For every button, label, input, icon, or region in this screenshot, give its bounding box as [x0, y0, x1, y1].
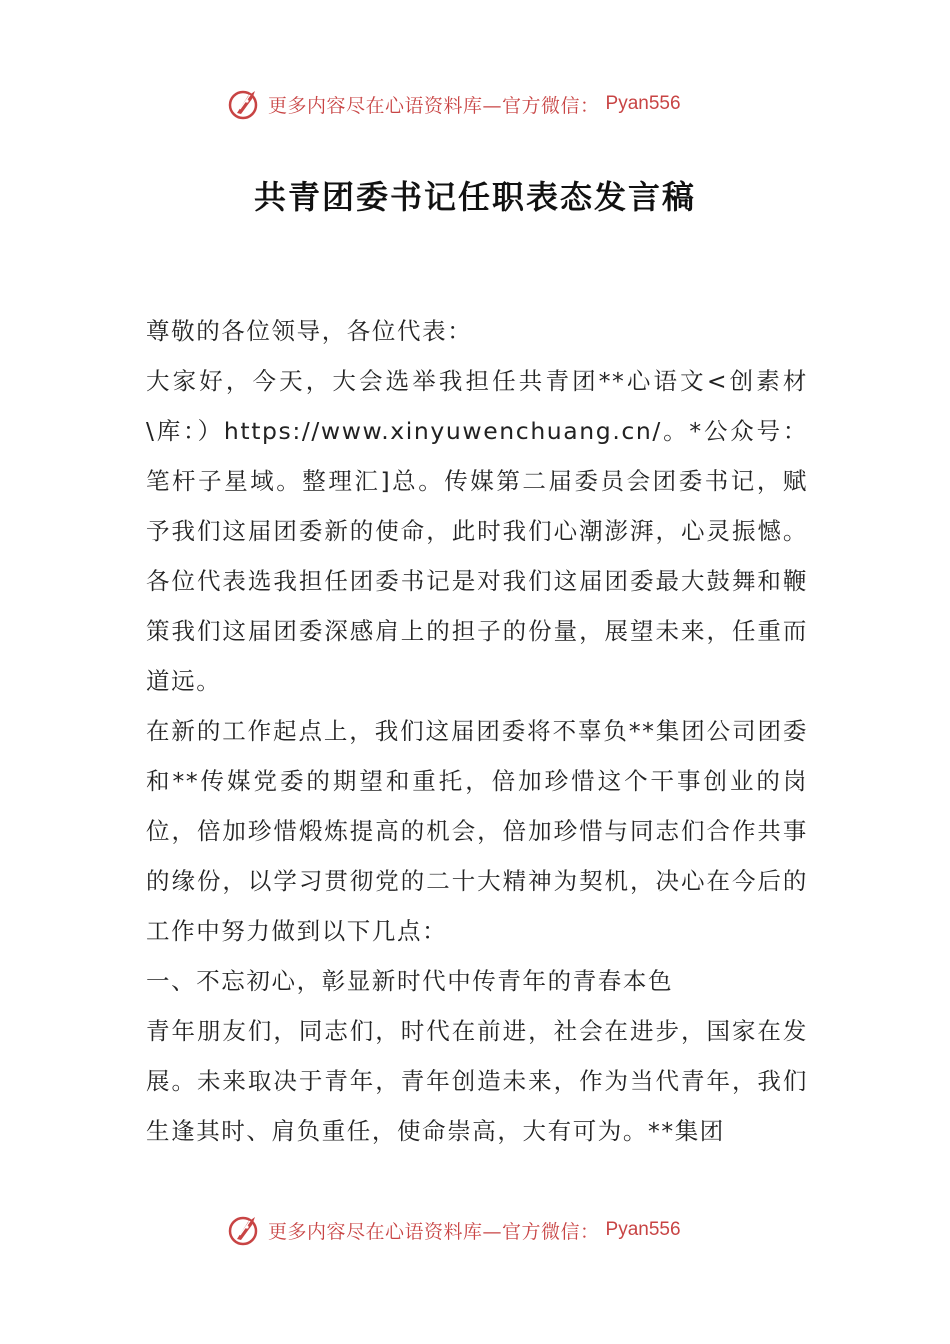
footer-banner: [228, 1210, 681, 1250]
paragraph-salutation: 尊敬的各位领导，各位代表：: [146, 317, 473, 345]
document-title: 共青团委书记任职表态发言稿: [253, 178, 696, 216]
header-banner: [228, 84, 681, 124]
section-heading-1: 一、不忘初心，彰显新时代中传青年的青春本色: [146, 967, 674, 995]
paragraph-youth: 青年朋友们，同志们，时代在前进，社会在进步，国家在发展。未来取决于青年，青年创造未来，作为当代青年，我们生逢其时、肩负重任，使命崇高，大有可为。**集团: [146, 1017, 808, 1145]
pen-nib-logo-icon: [228, 1213, 262, 1247]
wechat-id: Pyan556: [605, 93, 681, 114]
wechat-id: Pyan556: [605, 1219, 681, 1240]
document-body: [146, 306, 808, 1156]
pen-nib-logo-icon: [228, 87, 262, 121]
banner-text: 更多内容尽在心语资料库—官方微信：: [268, 94, 600, 117]
banner-text: 更多内容尽在心语资料库—官方微信：: [268, 1220, 600, 1243]
paragraph-commitment: 在新的工作起点上，我们这届团委将不辜负**集团公司团委和**传媒党委的期望和重托，倍加珍惜这个干事创业的岗位，倍加珍惜煅炼提高的机会，倍加珍惜与同志们合作共事的缘份，以学习贯彻党的二十大精神为契机，决心在今后的工作中努力做到以下几点：: [146, 717, 808, 945]
paragraph-opening: 大家好，今天，大会选举我担任共青团**心语文<创素材\库：）https://www.xinyuwenchuang.cn/。*公众号：笔杆子星域。整理汇]总。传媒第二届委员会团委书记，赋予我们这届团委新的使命，此时我们心潮澎湃，心灵振憾。各位代表选我担任团委书记是对我们这届团委最大鼓舞和鞭策我们这届团委深感肩上的担子的份量，展望未来，任重而道远。: [146, 367, 808, 695]
